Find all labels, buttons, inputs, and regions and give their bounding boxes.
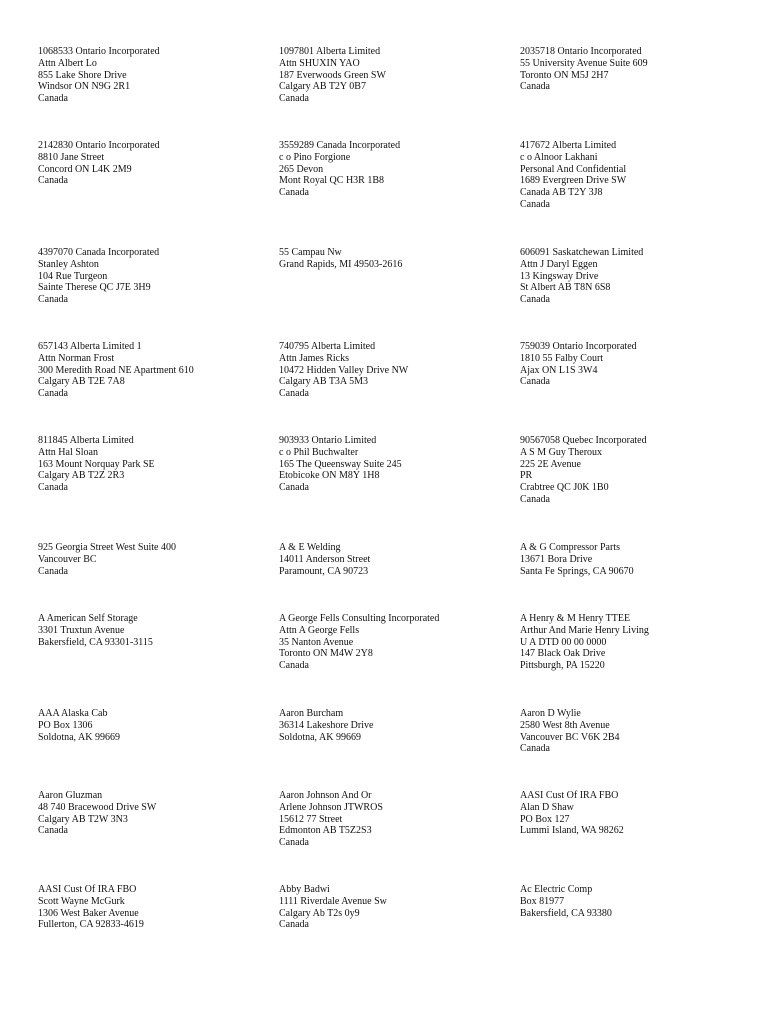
address-label — [38, 613, 263, 648]
address-line: Alan D Shaw — [520, 801, 574, 813]
address-line: AASI Cust Of IRA FBO — [38, 884, 137, 895]
address-label — [279, 435, 504, 494]
address-line: Paramount, CA 90723 — [279, 565, 369, 577]
address-line: 55 Campau Nw — [279, 247, 342, 258]
address-line: 903933 Ontario Limited — [279, 435, 377, 446]
address-label — [520, 435, 745, 506]
address-line: PR — [520, 470, 533, 482]
address-line: Lummi Island, WA 98262 — [520, 825, 624, 837]
address-line: Edmonton AB T5Z2S3 — [279, 825, 372, 837]
address-label — [38, 708, 263, 743]
address-line: Calgary AB T2Z 2R3 — [38, 470, 125, 482]
address-line: 1068533 Ontario Incorporated — [38, 46, 160, 57]
address-line: Bakersfield, CA 93301-3115 — [38, 636, 153, 648]
address-line: 14011 Anderson Street — [279, 553, 371, 565]
address-line: Aaron Gluzman — [38, 790, 103, 801]
address-line: Calgary AB T2W 3N3 — [38, 813, 128, 825]
address-line: Canada — [38, 294, 68, 306]
address-line: U A DTD 00 00 0000 — [520, 636, 607, 648]
address-line: 1097801 Alberta Limited — [279, 46, 381, 57]
address-line: 35 Nanton Avenue — [279, 636, 354, 648]
address-label — [279, 542, 504, 577]
address-line: 2035718 Ontario Incorporated — [520, 46, 642, 57]
address-line: 855 Lake Shore Drive — [38, 69, 127, 81]
address-line: Ac Electric Comp — [520, 884, 593, 895]
address-line: 925 Georgia Street West Suite 400 — [38, 542, 176, 553]
address-line: Windsor ON N9G 2R1 — [38, 81, 131, 93]
address-line: 3559289 Canada Incorporated — [279, 140, 401, 151]
address-line: A George Fells Consulting Incorporated — [279, 613, 440, 624]
address-line: Canada — [38, 482, 68, 494]
address-line: 265 Devon — [279, 163, 324, 175]
address-line: 417672 Alberta Limited — [520, 140, 617, 151]
address-label — [520, 46, 745, 93]
address-line: Scott Wayne McGurk — [38, 895, 125, 907]
address-line: Canada — [279, 482, 309, 494]
address-line: A American Self Storage — [38, 613, 138, 624]
address-line: Sainte Therese QC J7E 3H9 — [38, 282, 151, 294]
address-line: Abby Badwi — [279, 884, 330, 895]
address-line: Box 81977 — [520, 895, 565, 907]
address-label — [38, 341, 263, 400]
address-label — [279, 247, 504, 271]
address-line: Canada — [520, 493, 550, 505]
address-line: Bakersfield, CA 93380 — [520, 907, 612, 919]
address-line: Canada — [279, 93, 309, 105]
address-label — [520, 613, 745, 672]
address-line: Arthur And Marie Henry Living — [520, 624, 649, 636]
address-label — [520, 708, 745, 755]
address-line: Canada — [279, 660, 309, 672]
address-line: Soldotna, AK 99669 — [279, 731, 361, 743]
address-line: A S M Guy Theroux — [520, 446, 603, 458]
address-line: Canada — [38, 93, 68, 105]
address-label — [38, 140, 263, 187]
address-line: Calgary AB T3A 5M3 — [279, 376, 368, 388]
address-line: Canada — [38, 565, 68, 577]
address-line: PO Box 1306 — [38, 719, 93, 731]
address-line: A & G Compressor Parts — [520, 542, 620, 553]
address-line: Fullerton, CA 92833-4619 — [38, 919, 144, 931]
address-line: 3301 Truxtun Avenue — [38, 624, 125, 636]
address-line: 1689 Evergreen Drive SW — [520, 175, 627, 187]
address-line: Canada — [38, 388, 68, 400]
address-line: 187 Everwoods Green SW — [279, 69, 386, 81]
address-label — [38, 884, 263, 931]
address-line: Calgary AB T2E 7A8 — [38, 376, 125, 388]
address-line: Canada — [279, 837, 309, 849]
address-line: 90567058 Quebec Incorporated — [520, 435, 647, 446]
address-line: Canada — [279, 919, 309, 931]
address-line: Aaron Johnson And Or — [279, 790, 372, 801]
address-line: Etobicoke ON M8Y 1H8 — [279, 470, 380, 482]
address-line: Canada — [279, 388, 309, 400]
address-line: Santa Fe Springs, CA 90670 — [520, 565, 634, 577]
address-line: 740795 Alberta Limited — [279, 341, 376, 352]
address-line: c o Phil Buchwalter — [279, 446, 359, 458]
address-line: Attn James Ricks — [279, 352, 349, 364]
address-line: Canada — [520, 198, 550, 210]
address-line: 48 740 Bracewood Drive SW — [38, 801, 157, 813]
address-line: Arlene Johnson JTWROS — [279, 801, 383, 813]
address-line: Grand Rapids, MI 49503-2616 — [279, 258, 403, 270]
address-label — [279, 884, 504, 931]
address-line: 300 Meredith Road NE Apartment 610 — [38, 364, 194, 376]
address-label — [279, 613, 504, 672]
address-line: Toronto ON M5J 2H7 — [520, 69, 609, 81]
address-line: A & E Welding — [279, 542, 341, 553]
address-line: AAA Alaska Cab — [38, 708, 108, 719]
address-line: 2142830 Ontario Incorporated — [38, 140, 160, 151]
address-line: Crabtree QC J0K 1B0 — [520, 482, 609, 494]
address-line: 2580 West 8th Avenue — [520, 719, 610, 731]
address-line: Attn Albert Lo — [38, 57, 97, 69]
address-line: 147 Black Oak Drive — [520, 648, 606, 660]
address-line: 8810 Jane Street — [38, 151, 105, 163]
address-line: 657143 Alberta Limited 1 — [38, 341, 142, 352]
address-line: Canada — [520, 294, 550, 306]
address-label — [279, 341, 504, 400]
address-label — [279, 46, 504, 105]
address-label — [279, 790, 504, 849]
address-label — [520, 140, 745, 211]
address-line: AASI Cust Of IRA FBO — [520, 790, 619, 801]
address-label — [38, 247, 263, 306]
address-line: 1111 Riverdale Avenue Sw — [279, 895, 387, 907]
address-label — [279, 140, 504, 199]
address-line: 55 University Avenue Suite 609 — [520, 57, 648, 69]
address-line: Canada — [520, 376, 550, 388]
address-line: Attn SHUXIN YAO — [279, 57, 360, 69]
address-line: Canada — [38, 175, 68, 187]
address-line: Attn A George Fells — [279, 624, 360, 636]
address-line: Canada AB T2Y 3J8 — [520, 187, 603, 199]
address-line: Canada — [38, 825, 68, 837]
address-line: Soldotna, AK 99669 — [38, 731, 120, 743]
address-label — [520, 247, 745, 306]
address-label — [38, 46, 263, 105]
address-line: Canada — [520, 743, 550, 755]
address-line: 13671 Bora Drive — [520, 553, 593, 565]
address-label — [279, 708, 504, 743]
address-line: Aaron D Wylie — [520, 708, 581, 719]
address-line: c o Alnoor Lakhani — [520, 151, 598, 163]
address-line: 163 Mount Norquay Park SE — [38, 458, 155, 470]
address-line: Aaron Burcham — [279, 708, 344, 719]
address-line: Calgary AB T2Y 0B7 — [279, 81, 366, 93]
address-label — [520, 884, 745, 919]
address-line: Attn J Daryl Eggen — [520, 258, 598, 270]
address-line: 4397070 Canada Incorporated — [38, 247, 160, 258]
address-line: A Henry & M Henry TTEE — [520, 613, 631, 624]
address-line: Attn Hal Sloan — [38, 446, 98, 458]
address-line: 606091 Saskatchewan Limited — [520, 247, 644, 258]
address-line: Pittsburgh, PA 15220 — [520, 660, 605, 672]
address-line: 811845 Alberta Limited — [38, 435, 134, 446]
address-label — [520, 542, 745, 577]
address-line: Vancouver BC — [38, 553, 97, 565]
address-line: 13 Kingsway Drive — [520, 270, 599, 282]
address-line: Toronto ON M4W 2Y8 — [279, 648, 373, 660]
address-line: 104 Rue Turgeon — [38, 270, 108, 282]
address-label — [38, 790, 263, 837]
address-line: 36314 Lakeshore Drive — [279, 719, 374, 731]
address-label — [38, 542, 263, 577]
address-label — [520, 341, 745, 388]
address-line: 165 The Queensway Suite 245 — [279, 458, 402, 470]
address-label — [38, 435, 263, 494]
address-line: Mont Royal QC H3R 1B8 — [279, 175, 385, 187]
address-line: 15612 77 Street — [279, 813, 343, 825]
address-line: 1306 West Baker Avenue — [38, 907, 139, 919]
address-line: 1810 55 Falby Court — [520, 352, 604, 364]
address-line: Attn Norman Frost — [38, 352, 115, 364]
address-line: Canada — [520, 81, 550, 93]
address-label — [520, 790, 745, 837]
address-line: Stanley Ashton — [38, 258, 99, 270]
address-line: St Albert AB T8N 6S8 — [520, 282, 611, 294]
address-line: Vancouver BC V6K 2B4 — [520, 731, 620, 743]
address-line: Canada — [279, 187, 309, 199]
address-line: Concord ON L4K 2M9 — [38, 163, 132, 175]
address-line: 10472 Hidden Valley Drive NW — [279, 364, 409, 376]
address-line: Personal And Confidential — [520, 163, 627, 175]
address-line: c o Pino Forgione — [279, 151, 351, 163]
address-line: 759039 Ontario Incorporated — [520, 341, 637, 352]
address-line: Ajax ON L1S 3W4 — [520, 364, 598, 376]
address-line: Calgary Ab T2s 0y9 — [279, 907, 360, 919]
address-line: 225 2E Avenue — [520, 458, 581, 470]
address-line: PO Box 127 — [520, 813, 570, 825]
